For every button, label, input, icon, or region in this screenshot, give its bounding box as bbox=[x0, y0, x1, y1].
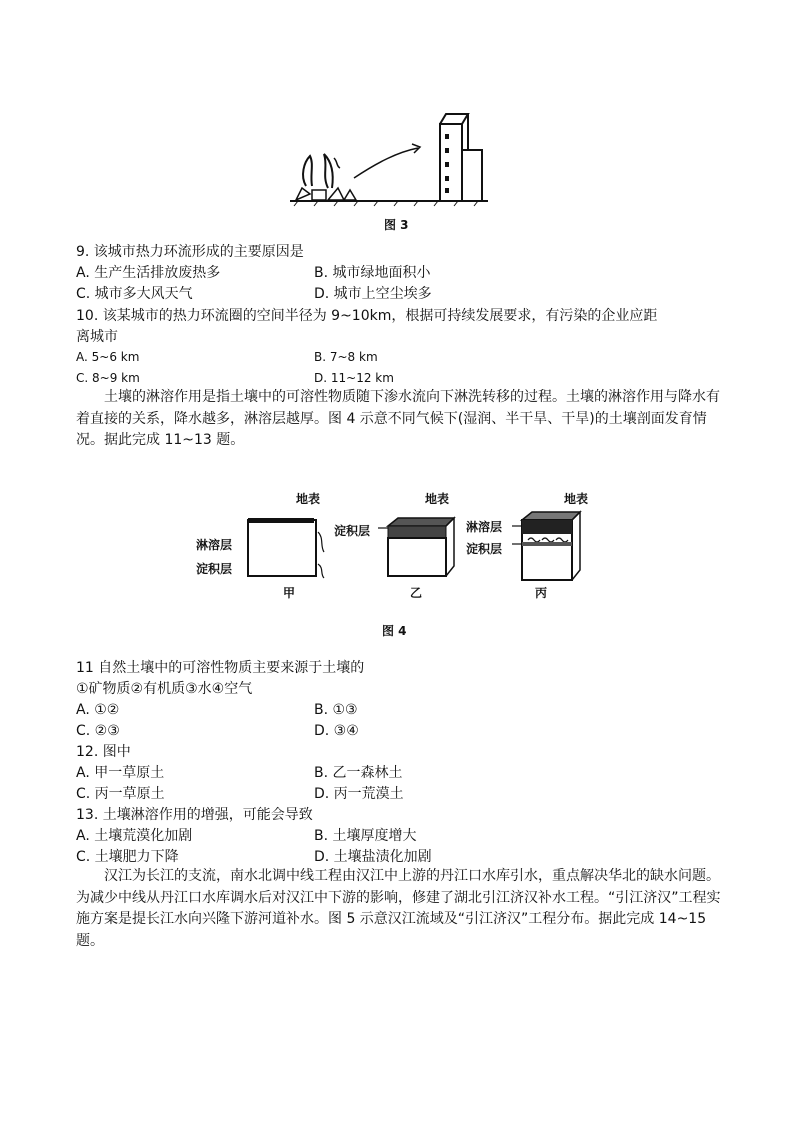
q9-option-d: D. 城市上空尘埃多 bbox=[314, 286, 432, 302]
passage-1: 土壤的淋溶作用是指土壤中的可溶性物质随下渗水流向下淋洗转移的过程。土壤的淋溶作用与降水有着直接的关系，降水越多，淋溶层越厚。图 4 示意不同气候下(湿润、半干旱、干旱)的土壤剖面发育情况。据此完成 11~13 题。 bbox=[76, 389, 720, 448]
q9-stem: 9. 该城市热力环流形成的主要原因是 bbox=[76, 244, 304, 260]
q13-option-c: C. 土壤肥力下降 bbox=[76, 849, 179, 865]
q11-option-a: A. ①② bbox=[76, 702, 120, 718]
q11-option-d: D. ③④ bbox=[314, 723, 359, 739]
figure-4-caption: 图 4 bbox=[382, 624, 407, 638]
q11-items: ①矿物质②有机质③水④空气 bbox=[76, 681, 253, 697]
q10-option-c: C. 8~9 km bbox=[76, 371, 140, 385]
q11-option-c: C. ②③ bbox=[76, 723, 120, 739]
fig4-yi-surface-label: 地表 bbox=[425, 492, 450, 506]
q12-option-a: A. 甲一草原土 bbox=[76, 765, 165, 781]
figure-4-illustration bbox=[240, 506, 590, 596]
q10-option-d: D. 11~12 km bbox=[314, 371, 394, 385]
q11-stem: 11 自然土壤中的可溶性物质主要来源于土壤的 bbox=[76, 660, 365, 676]
fig4-jia-deposit-label: 淀积层 bbox=[196, 562, 233, 576]
fig4-bing-label: 丙 bbox=[535, 586, 548, 600]
fig4-bing-surface-label: 地表 bbox=[564, 492, 589, 506]
fig4-jia-surface-label: 地表 bbox=[296, 492, 321, 506]
q13-option-a: A. 土壤荒漠化加剧 bbox=[76, 828, 193, 844]
q9-option-a: A. 生产生活排放废热多 bbox=[76, 265, 221, 281]
figure-3-illustration bbox=[288, 110, 492, 208]
q12-option-c: C. 丙一草原土 bbox=[76, 786, 165, 802]
figure-3-caption: 图 3 bbox=[384, 218, 409, 232]
q10-stem-line2: 离城市 bbox=[76, 329, 118, 345]
q10-option-a: A. 5~6 km bbox=[76, 350, 140, 364]
q10-stem-line1: 10. 该某城市的热力环流圈的空间半径为 9~10km，根据可持续发展要求，有污染的企业应距 bbox=[76, 308, 658, 324]
q11-option-b: B. ①③ bbox=[314, 702, 358, 718]
fig4-jia-label: 甲 bbox=[283, 586, 296, 600]
fig4-bing-leach-label: 淋溶层 bbox=[466, 520, 503, 534]
q13-option-b: B. 土壤厚度增大 bbox=[314, 828, 417, 844]
q13-stem: 13. 土壤淋溶作用的增强，可能会导致 bbox=[76, 807, 313, 823]
q9-option-c: C. 城市多大风天气 bbox=[76, 286, 193, 302]
q13-option-d: D. 土壤盐渍化加剧 bbox=[314, 849, 432, 865]
fig4-yi-label: 乙 bbox=[410, 586, 423, 600]
q12-stem: 12. 图中 bbox=[76, 744, 131, 760]
passage-2: 汉江为长江的支流，南水北调中线工程由汉江中上游的丹江口水库引水，重点解决华北的缺水问题。为减少中线从丹江口水库调水后对汉江中下游的影响，修建了湖北引江济汉补水工程。“引江济汉”工程实施方案是提长江水向兴隆下游河道补水。图 5 示意汉江流域及“引江济汉”工程分布。据此完成 14~15 题。 bbox=[76, 868, 721, 949]
fig4-yi-deposit-label: 淀积层 bbox=[334, 524, 371, 538]
q9-option-b: B. 城市绿地面积小 bbox=[314, 265, 431, 281]
q12-option-b: B. 乙一森林土 bbox=[314, 765, 403, 781]
q12-option-d: D. 丙一荒漠土 bbox=[314, 786, 404, 802]
fig4-jia-leach-label: 淋溶层 bbox=[196, 538, 233, 552]
q10-option-b: B. 7~8 km bbox=[314, 350, 378, 364]
fig4-bing-deposit-label: 淀积层 bbox=[466, 542, 503, 556]
